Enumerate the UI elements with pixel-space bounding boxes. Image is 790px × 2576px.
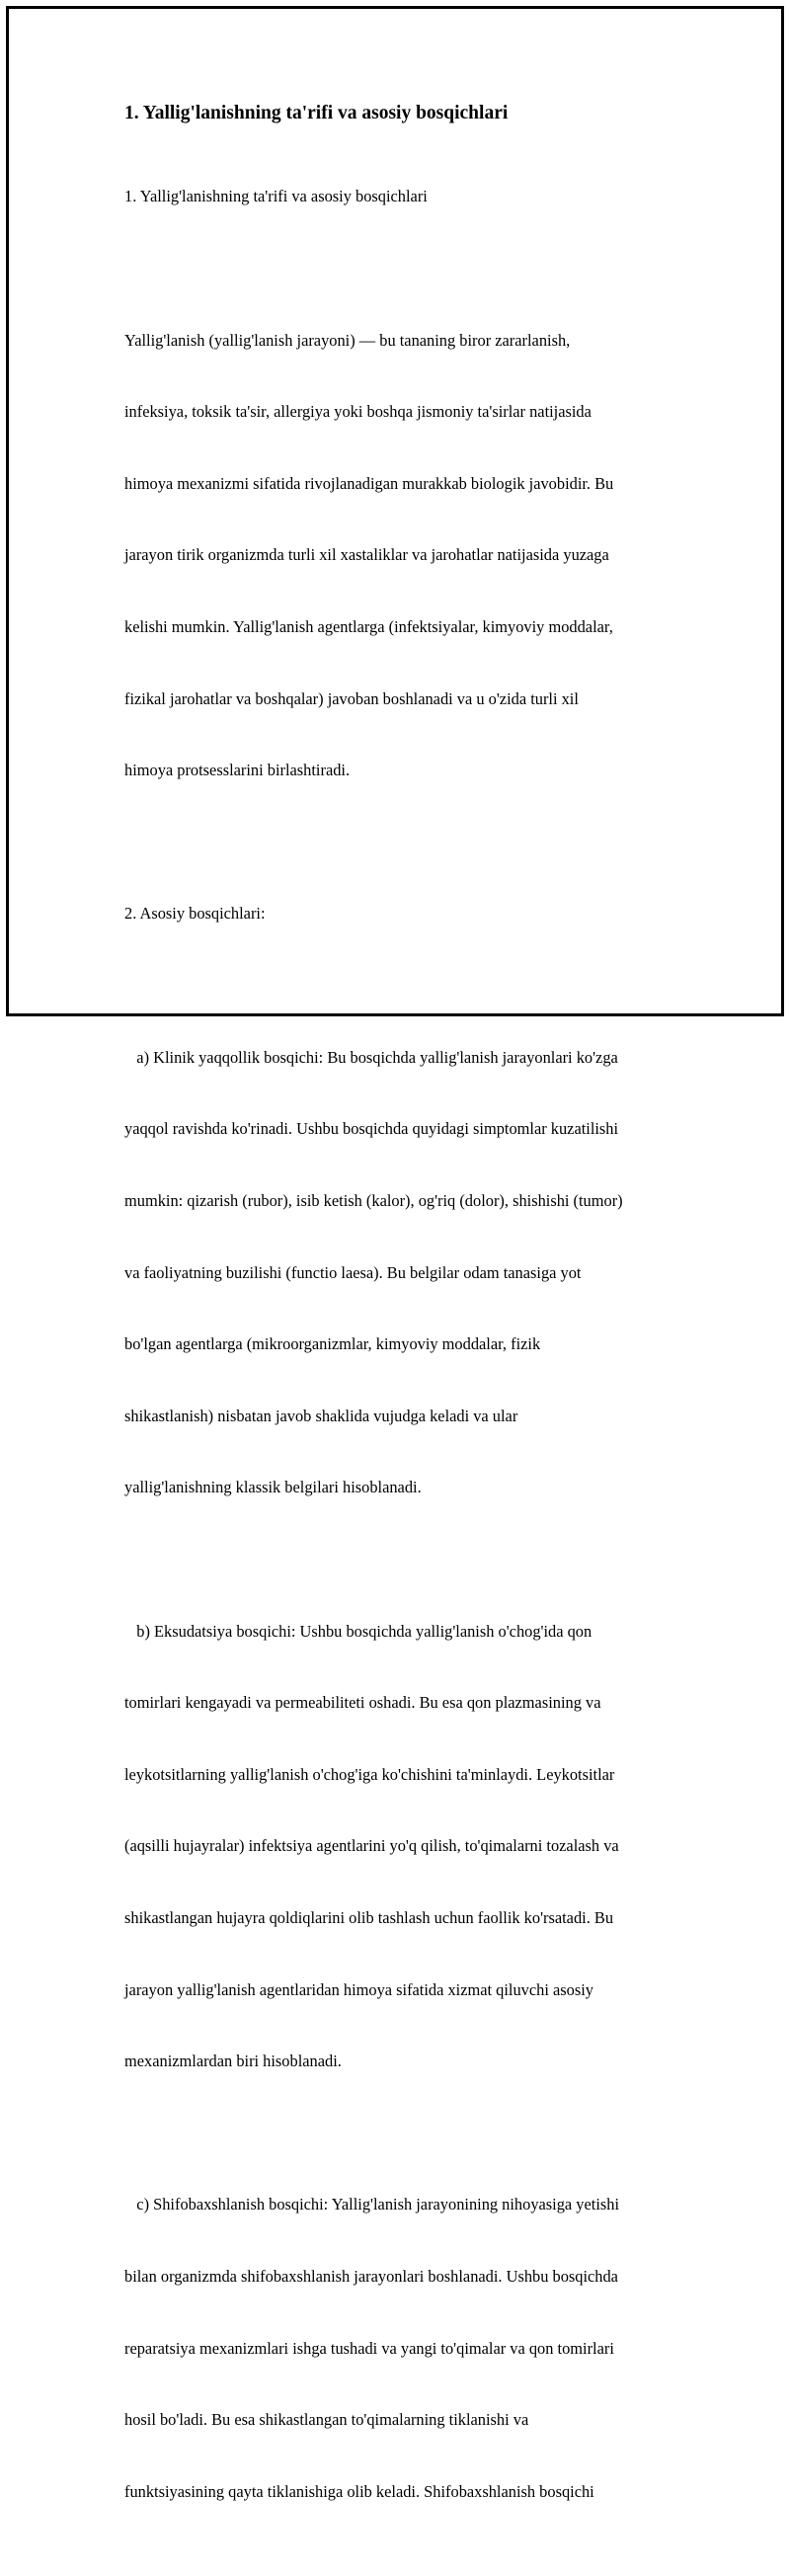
text-line: jarayon yallig'lanish agentlaridan himoya sifatida xizmat qiluvchi asosiy — [124, 1979, 593, 1999]
text-line: reparatsiya mexanizmlari ishga tushadi va yangi to'qimalar va qon tomirlari — [124, 2338, 614, 2358]
paragraph-definition — [124, 281, 687, 831]
paragraph-section-heading — [124, 854, 687, 974]
paragraph-stage-b — [124, 1571, 687, 2122]
text-line: leykotsitlarning yallig'lanish o'chog'iga ko'chishini ta'minlaydi. Leykotsitlar — [124, 1764, 615, 1784]
text-line: b) Eksudatsiya bosqichi: Ushbu bosqichda yallig'lanish o'chog'ida qon — [124, 1621, 592, 1641]
page-frame — [6, 6, 784, 2501]
text-line: yallig'lanishning klassik belgilari hisoblanadi. — [124, 1478, 422, 1497]
text-line: bo'lgan agentlarga (mikroorganizmlar, kimyoviy moddalar, fizik — [124, 1334, 541, 1354]
text-line: mexanizmlardan biri hisoblanadi. — [124, 2052, 342, 2071]
paragraph-subtitle — [124, 137, 687, 257]
text-line: fizikal jarohatlar va boshqalar) javoban boshlanadi va u o'zida turli xil — [124, 688, 579, 708]
text-line: va faoliyatning buzilishi (functio laesa). Bu belgilar odam tanasiga yot — [124, 1262, 582, 1282]
text-line: himoya mexanizmi sifatida rivojlanadigan murakkab biologik javobidir. Bu — [124, 473, 614, 493]
text-line: a) Klinik yaqqollik bosqichi: Bu bosqichda yallig'lanish jarayonlari ko'zga — [124, 1047, 618, 1067]
text-line: funktsiyasining qayta tiklanishiga olib keladi. Shifobaxshlanish bosqichi — [124, 2481, 594, 2501]
paragraph-stage-c — [124, 2145, 687, 2551]
text-line: hosil bo'ladi. Bu esa shikastlangan to'qimalarning tiklanishi va — [124, 2410, 529, 2430]
text-line: shikastlanish) nisbatan javob shaklida vujudga keladi va ular — [124, 1406, 518, 1425]
document-body — [124, 100, 687, 2576]
text-line: Yallig'lanish (yallig'lanish jarayoni) — bu tananing biror zararlanish, — [124, 330, 571, 350]
paragraph-stage-a — [124, 998, 687, 1548]
text-line: yaqqol ravishda ko'rinadi. Ushbu bosqichda quyidagi simptomlar kuzatilishi — [124, 1119, 619, 1139]
text-line: shikastlangan hujayra qoldiqlarini olib tashlash uchun faollik ko'rsatadi. Bu — [124, 1907, 614, 1927]
text-line: (aqsilli hujayralar) infektsiya agentlarini yo'q qilish, to'qimalarni tozalash va — [124, 1836, 619, 1856]
text-line: mumkin: qizarish (rubor), isib ketish (kalor), og'riq (dolor), shishishi (tumor) — [124, 1190, 623, 1210]
text-line: himoya protsesslarini birlashtiradi. — [124, 761, 351, 780]
text-line: jarayon tirik organizmda turli xil xastaliklar va jarohatlar natijasida yuzaga — [124, 545, 609, 565]
text-line: c) Shifobaxshlanish bosqichi: Yallig'lanish jarayonining nihoyasiga yetishi — [124, 2195, 620, 2214]
text-line: kelishi mumkin. Yallig'lanish agentlarga (infektsiyalar, kimyoviy moddalar, — [124, 617, 613, 637]
document-title: 1. Yallig'lanishning ta'rifi va asosiy bosqichlari — [124, 103, 509, 123]
text-line: infeksiya, toksik ta'sir, allergiya yoki boshqa jismoniy ta'sirlar natijasida — [124, 402, 592, 422]
text-line: 1. Yallig'lanishning ta'rifi va asosiy bosqichlari — [124, 187, 428, 206]
text-line: 2. Asosiy bosqichlari: — [124, 904, 266, 924]
text-line: bilan organizmda shifobaxshlanish jarayonlari boshlanadi. Ushbu bosqichda — [124, 2267, 618, 2286]
text-line: tomirlari kengayadi va permeabiliteti oshadi. Bu esa qon plazmasining va — [124, 1693, 601, 1713]
